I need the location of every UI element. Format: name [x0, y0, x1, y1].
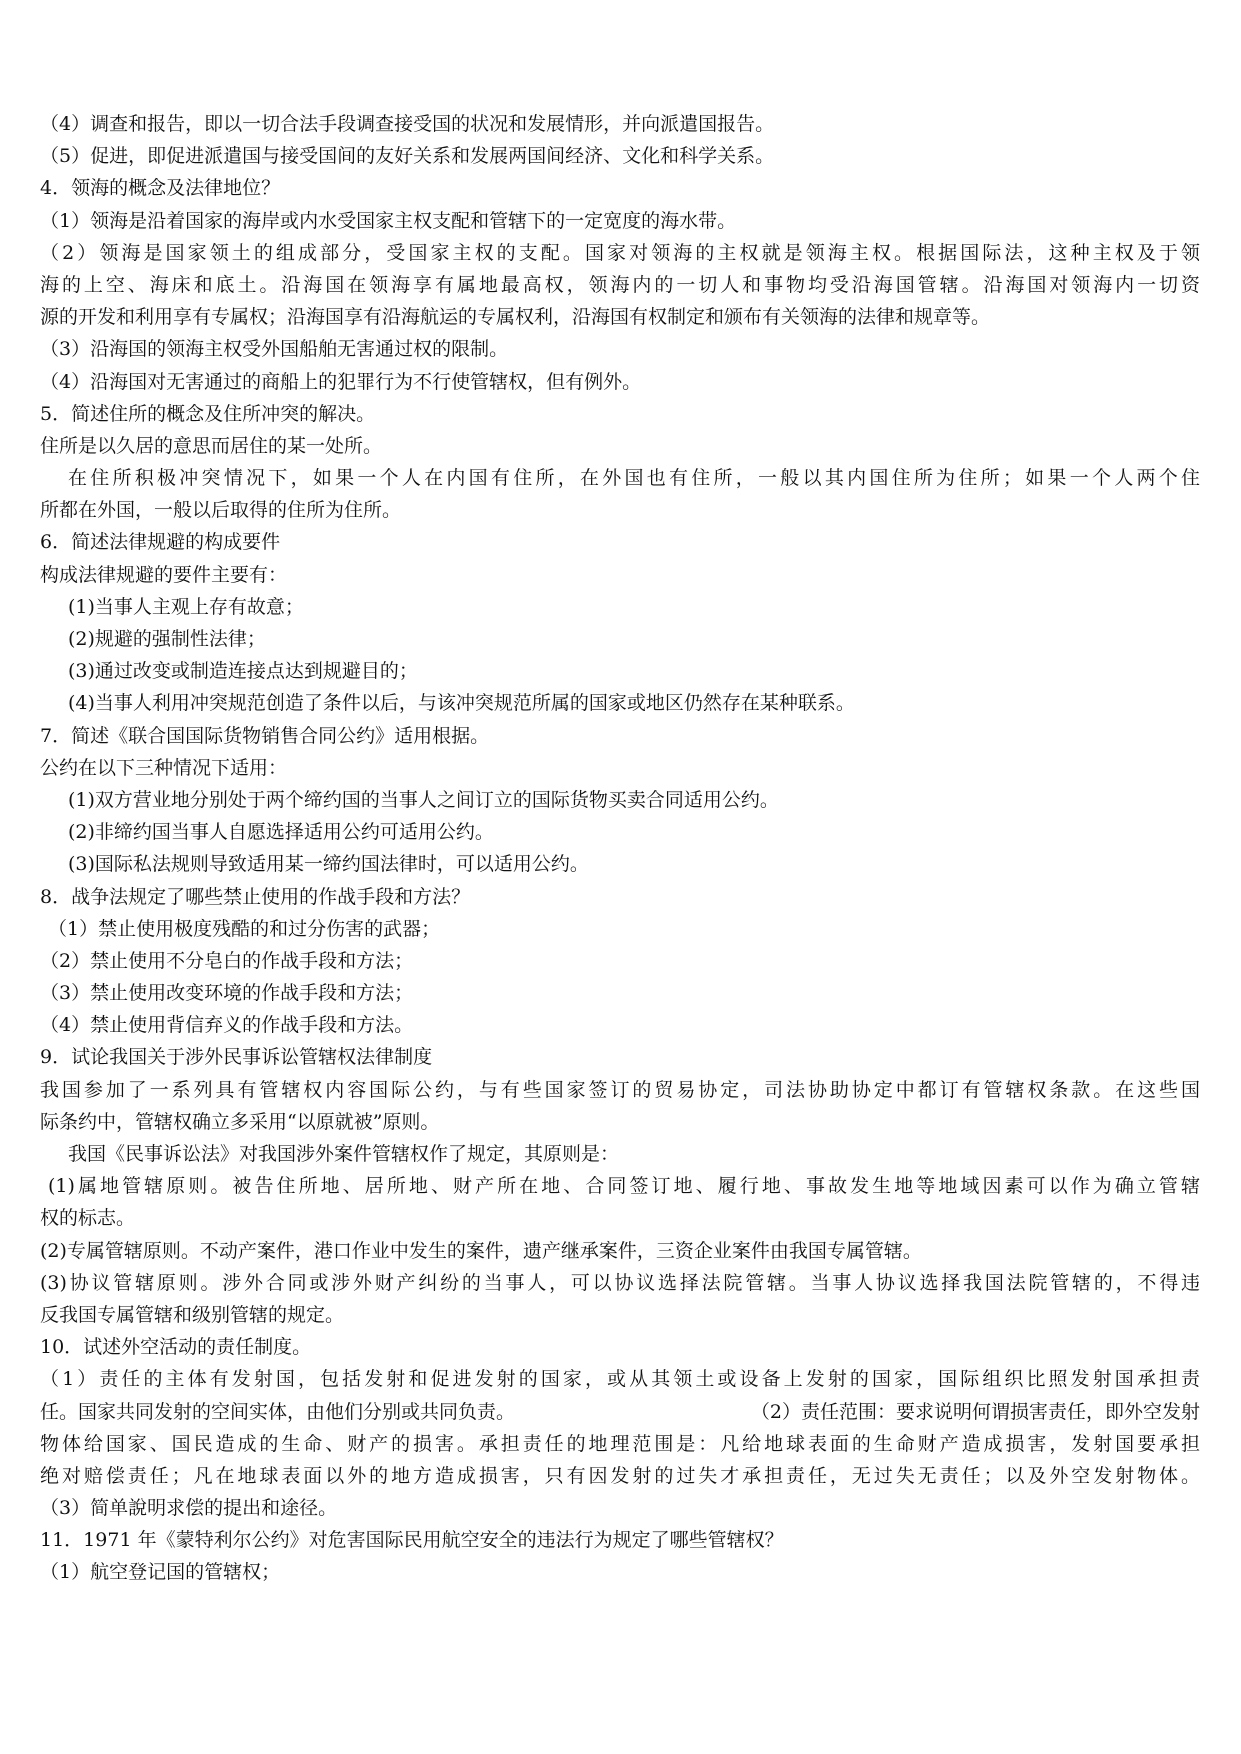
text-line: (3)协议管辖原则。涉外合同或涉外财产纠纷的当事人，可以协议选择法院管辖。当事人协议选择我国法院管辖的，不得违 [40, 1271, 1200, 1294]
text-line: 际条约中，管辖权确立多采用“以原就被”原则。 [40, 1110, 440, 1133]
text-line: 绝对赔偿责任；凡在地球表面以外的地方造成损害，只有因发射的过失才承担责任，无过失无责任；以及外空发射物体。 [40, 1464, 1200, 1487]
text-line: 住所是以久居的意思而居住的某一处所。 [40, 434, 383, 457]
text-line: 所都在外国，一般以后取得的住所为住所。 [40, 499, 402, 522]
text-line: (3)通过改变或制造连接点达到规避目的； [68, 660, 418, 683]
text-line: 海的上空、海床和底土。沿海国在领海享有属地最高权，领海内的一切人和事物均受沿海国管辖。沿海国对领海内一切资 [40, 273, 1200, 296]
question-heading: 11．1971 年《蒙特利尔公约》对危害国际民用航空安全的违法行为规定了哪些管辖权？ [40, 1529, 784, 1552]
text-line: 我国参加了一系列具有管辖权内容国际公约，与有些国家签订的贸易协定，司法协助协定中都订有管辖权条款。在这些国 [40, 1078, 1200, 1101]
question-heading: 9．试论我国关于涉外民事诉讼管辖权法律制度 [40, 1046, 433, 1069]
text-line: （1）航空登记国的管辖权； [40, 1561, 281, 1584]
text-line: （2）领海是国家领土的组成部分，受国家主权的支配。国家对领海的主权就是领海主权。根据国际法，这种主权及于领 [40, 241, 1200, 264]
text-line [40, 1396, 1200, 1428]
text-line: (2)非缔约国当事人自愿选择适用公约可适用公约。 [68, 821, 494, 844]
question-heading: 7．简述《联合国国际货物销售合同公约》适用根据。 [40, 724, 490, 747]
text-line: 公约在以下三种情况下适用： [40, 756, 288, 779]
text-line: (1)双方营业地分别处于两个缔约国的当事人之间订立的国际货物买卖合同适用公约。 [68, 788, 779, 811]
text-line: （1）领海是沿着国家的海岸或内水受国家主权支配和管辖下的一定宽度的海水带。 [40, 209, 737, 232]
text-segment: 任。国家共同发射的空间实体，由他们分别或共同负责。 [40, 1400, 516, 1423]
text-line: 构成法律规避的要件主要有： [40, 563, 288, 586]
text-line: 源的开发和利用享有专属权；沿海国享有沿海航运的专属权利，沿海国有权制定和颁布有关领海的法律和规章等。 [40, 306, 991, 329]
text-line: 我国《民事诉讼法》对我国涉外案件管辖权作了规定，其原则是： [68, 1143, 620, 1165]
text-line: (4)当事人利用冲突规范创造了条件以后，与该冲突规范所属的国家或地区仍然存在某种联系。 [68, 692, 855, 715]
text-line: 在住所积极冲突情况下，如果一个人在内国有住所，在外国也有住所，一般以其内国住所为住所；如果一个人两个住 [68, 467, 1200, 490]
text-line: （3）简单說明求偿的提出和途径。 [40, 1497, 338, 1520]
text-line: 物体给国家、国民造成的生命、财产的损害。承担责任的地理范围是：凡给地球表面的生命财产造成损害，发射国要承担 [40, 1432, 1200, 1455]
text-line: (3)国际私法规则导致适用某一缔约国法律时，可以适用公约。 [68, 853, 589, 876]
text-line: (2)专属管辖原则。不动产案件，港口作业中发生的案件，遗产继承案件，三资企业案件由我国专属管辖。 [40, 1239, 922, 1262]
question-heading: 5．简述住所的概念及住所冲突的解决。 [40, 402, 376, 425]
text-line: (2)规避的强制性法律； [68, 628, 266, 650]
document-page [40, 108, 1200, 1589]
question-heading: 10．试述外空活动的责任制度。 [40, 1336, 312, 1359]
text-line: (1)属地管辖原则。被告住所地、居所地、财产所在地、合同签订地、履行地、事故发生地等地域因素可以作为确立管辖 [48, 1175, 1200, 1198]
question-heading: 8．战争法规定了哪些禁止使用的作战手段和方法？ [40, 885, 471, 908]
text-line: （5）促进，即促进派遣国与接受国间的友好关系和发展两国间经济、文化和科学关系。 [40, 145, 775, 168]
text-segment: （2）责任范围：要求说明何谓损害责任，即外空发射 [750, 1400, 1200, 1423]
text-line: 反我国专属管辖和级别管辖的规定。 [40, 1303, 345, 1326]
text-line: （1）禁止使用极度残酷的和过分伤害的武器； [48, 917, 441, 940]
text-line: （4）禁止使用背信弃义的作战手段和方法。 [40, 1014, 414, 1037]
text-line: (1)当事人主观上存有故意； [68, 595, 304, 618]
text-line: （1）责任的主体有发射国，包括发射和促进发射的国家，或从其领土或设备上发射的国家，国际组织比照发射国承担责 [40, 1368, 1200, 1391]
question-heading: 4．领海的概念及法律地位？ [40, 177, 281, 200]
text-line: （3）禁止使用改变环境的作战手段和方法； [40, 982, 414, 1005]
text-line: 权的标志。 [40, 1207, 136, 1230]
text-line: （4）沿海国对无害通过的商船上的犯罪行为不行使管辖权，但有例外。 [40, 370, 642, 393]
text-line: （3）沿海国的领海主权受外国船舶无害通过权的限制。 [40, 338, 509, 361]
text-line: （4）调查和报告，即以一切合法手段调查接受国的状况和发展情形，并向派遣国报告。 [40, 113, 775, 135]
question-heading: 6．简述法律规避的构成要件 [40, 531, 281, 554]
text-line: （2）禁止使用不分皂白的作战手段和方法； [40, 949, 414, 972]
